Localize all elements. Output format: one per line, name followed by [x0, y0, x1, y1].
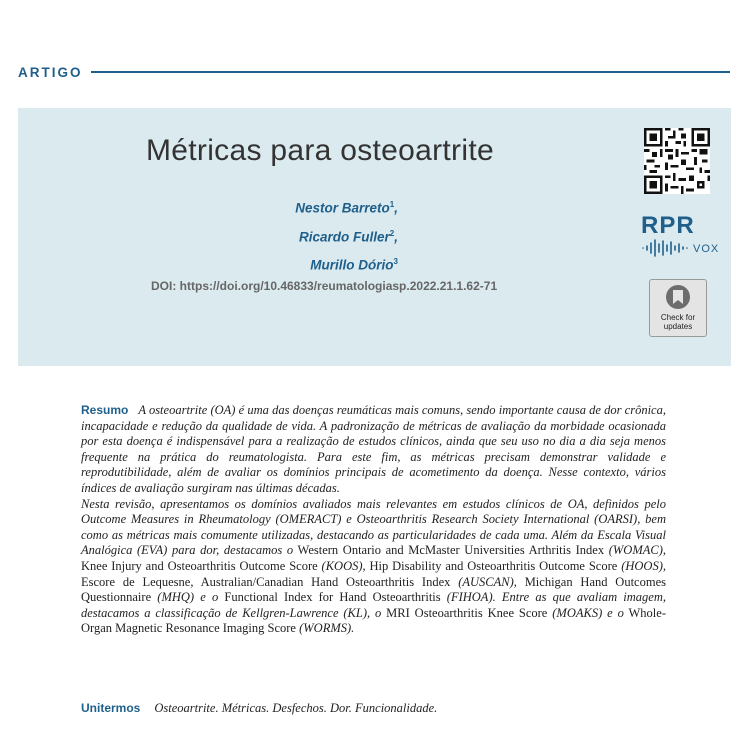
qr-code-icon[interactable] [644, 128, 710, 194]
author: Murillo Dório$^3$ [310, 257, 398, 273]
article-title: Métricas para osteoartrite [146, 134, 494, 167]
rpr-logo-text: RPR [641, 212, 695, 239]
rpr-vox-logo [641, 212, 719, 264]
author-list [218, 192, 398, 278]
section-label: ARTIGO [18, 64, 83, 80]
abstract-paragraph: Nesta revisão, apresentamos os domínios avaliados mais relevantes em estudos clínicos de OA, definidos pelo Outcome Measures in Rheumatology (OMERACT) e Osteoarthritis Research Society International (OARSI), bem como as métricas mais comumente utilizadas, destacando as particularidades de cada uma. Além da Escala Visual Analógica (EVA) para dor, destacamos o Western Ontario and McMaster Universities Arthritis Index (WOMAC), Knee Injury and Osteoarthritis Outcome Score (KOOS), Hip Disability and Osteoarthritis Outcome Score (HOOS), Escore de Lequesne, Australian/Canadian Hand Osteoarthritis Index (AUSCAN), Michigan Hand Outcomes Questionnaire (MHQ) e o Functional Index for Hand Osteoarthritis (FIHOA). Entre as que avaliam imagem, destacamos a classificação de Kellgren-Lawrence (KL), o MRI Osteoarthritis Knee Score (MOAKS) e o Whole-Organ Magnetic Resonance Imaging Score (WORMS). [81, 496, 666, 636]
abstract-paragraph: Resumo A osteoartrite (OA) é uma das doenças reumáticas mais comuns, sendo importante causa de dor crônica, incapacidade e redução da qualidade de vida. A padronização de métricas de avaliação da morbidade ocasionada por esta doença é indispensável para a realização de estudos clínicos, ainda que seu uso no dia a dia seja menos frequente na prática do reumatologista. Para este fim, as métricas precisam demonstrar validade e reprodutibilidade, além de avaliar os domínios principais de acometimento da doença. Nesse contexto, vários índices de avaliação surgiram nas últimas décadas. [81, 403, 666, 495]
vox-logo-text: VOX [693, 243, 720, 255]
check-for-updates-label: Check for updates [660, 313, 696, 331]
abstract [81, 403, 666, 637]
section-header [18, 64, 730, 80]
sound-wave-icon [641, 238, 693, 258]
article-header [18, 108, 731, 366]
author: Nestor Barreto$^1$, [295, 200, 398, 216]
section-rule [91, 71, 731, 73]
check-for-updates-badge[interactable] [649, 279, 707, 337]
bookmark-check-icon [664, 283, 692, 313]
keywords-label: Unitermos [81, 701, 141, 715]
keywords [81, 701, 666, 716]
keywords-text: Osteoartrite. Métricas. Desfechos. Dor. Funcionalidade. [154, 701, 438, 715]
author: Ricardo Fuller$^2$, [299, 228, 398, 244]
doi-link[interactable]: DOI: https://doi.org/10.46833/reumatologiasp.2022.21.1.62-71 [151, 279, 498, 293]
abstract-label: Resumo [81, 403, 129, 417]
